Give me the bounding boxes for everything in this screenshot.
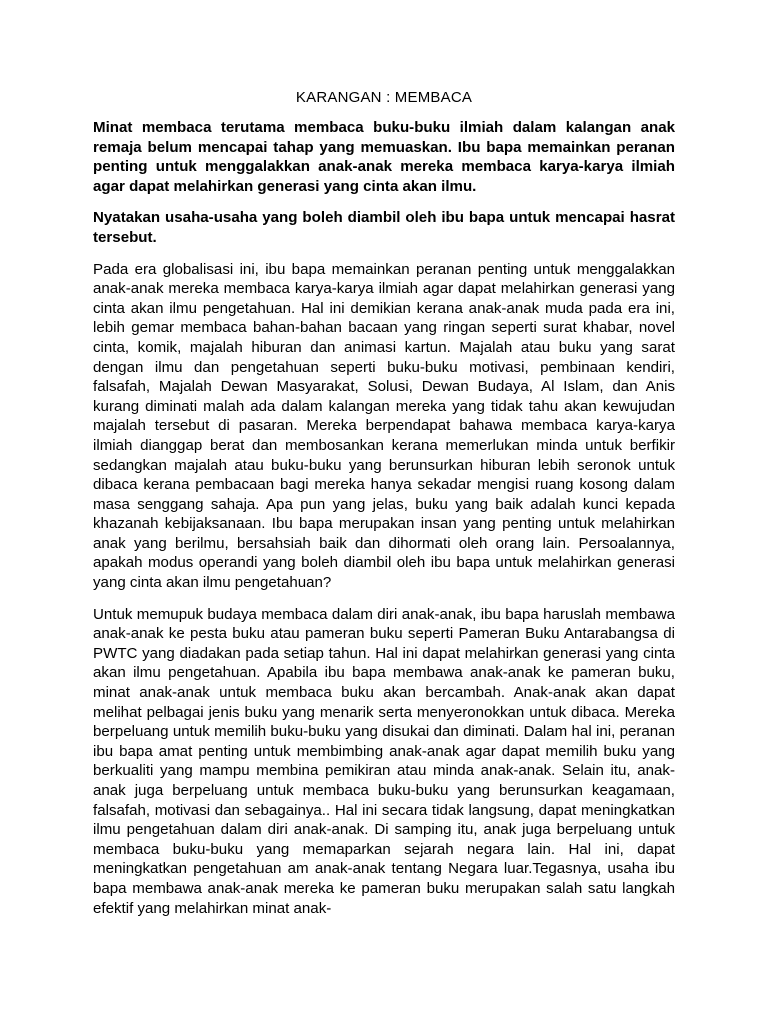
essay-title: KARANGAN : MEMBACA — [295, 89, 473, 106]
question-paragraph: Minat membaca terutama membaca buku-buku ilmiah dalam kalangan anak remaja belum mencapai tahap yang memuaskan. Ibu bapa memainkan peranan penting untuk menggalakkan anak-anak mereka membaca karya-karya ilmiah agar dapat melahirkan generasi yang cinta akan ilmu. — [93, 119, 675, 195]
body-paragraph: Pada era globalisasi ini, ibu bapa memainkan peranan penting untuk menggalakkan anak-anak mereka membaca karya-karya ilmiah agar dapat melahirkan generasi yang cinta akan ilmu pengetahuan. Hal ini demikian kerana anak-anak muda pada era ini, lebih gemar membaca bahan-bahan bacaan yang ringan seperti surat khabar, novel cinta, komik, majalah hiburan dan animasi kartun. Majalah atau buku yang sarat dengan ilmu dan pengetahuan seperti buku-buku motivasi, pembinaan kendiri, falsafah, Majalah Dewan Masyarakat, Solusi, Dewan Budaya, Al Islam, dan Anis kurang diminati malah ada dalam kalangan mereka yang tidak tahu akan kewujudan majalah tersebut di pasaran. Mereka berpendapat bahawa membaca karya-karya ilmiah dianggap berat dan membosankan kerana memerlukan minda untuk berfikir sedangkan majalah atau buku-buku yang berunsurkan hiburan lebih seronok untuk dibaca kerana pembacaan bagi mereka hanya sekadar mengisi ruang kosong dalam masa senggang sahaja. Apa pun yang jelas, buku yang baik adalah kunci kepada khazanah kebijaksanaan. Ibu bapa merupakan insan yang penting untuk melahirkan anak yang berilmu, bersahsiah baik dan dihormati oleh orang lain. Persoalannya, apakah modus operandi yang boleh diambil oleh ibu bapa untuk melahirkan generasi yang cinta akan ilmu pengetahuan? — [93, 260, 675, 592]
essay-content — [93, 118, 675, 930]
body-paragraph: Untuk memupuk budaya membaca dalam diri anak-anak, ibu bapa haruslah membawa anak-anak ke pesta buku atau pameran buku seperti Pameran Buku Antarabangsa di PWTC yang diadakan pada setiap tahun. Hal ini dapat melahirkan generasi yang cinta akan ilmu pengetahuan. Apabila ibu bapa membawa anak-anak ke pameran buku, minat anak-anak untuk membaca buku akan bercambah. Anak-anak akan dapat melihat pelbagai jenis buku yang menarik serta menyeronokkan untuk dibaca. Mereka berpeluang untuk memilih buku-buku yang disukai dan diminati. Dalam hal ini, peranan ibu bapa amat penting untuk membimbing anak-anak agar dapat memilih buku yang berkualiti yang mampu membina pemikiran atau minda anak-anak. Selain itu, anak-anak juga berpeluang untuk membaca buku-buku yang berunsurkan keagamaan, falsafah, motivasi dan sebagainya.. Hal ini secara tidak langsung, dapat meningkatkan ilmu pengetahuan dalam diri anak-anak. Di samping itu, anak juga berpeluang untuk membaca buku-buku yang memaparkan sejarah negara lain. Hal ini, dapat meningkatkan pengetahuan am anak-anak tentang Negara luar.Tegasnya, usaha ibu bapa membawa anak-anak mereka ke pameran buku merupakan salah satu langkah efektif yang melahirkan minat anak- — [93, 605, 675, 917]
question-instruction: Nyatakan usaha-usaha yang boleh diambil oleh ibu bapa untuk mencapai hasrat tersebut. — [93, 209, 675, 246]
